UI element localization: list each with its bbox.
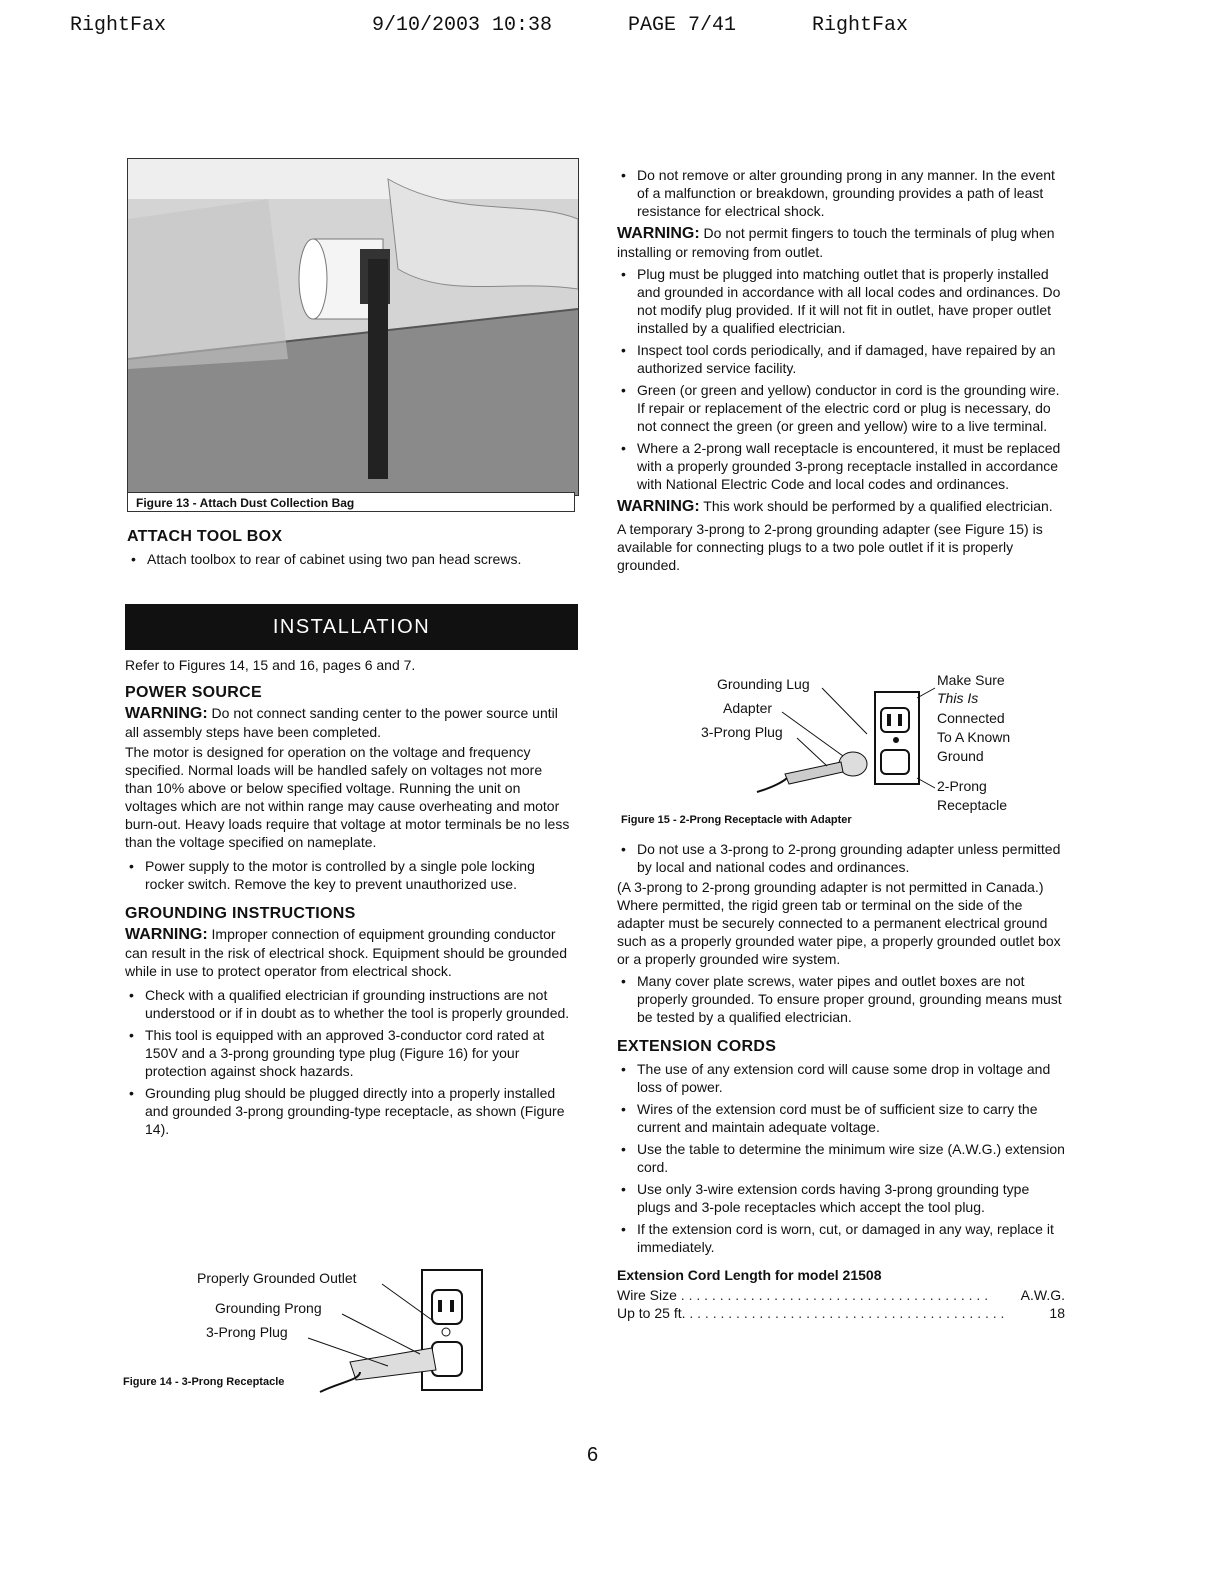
extension-bullet-1: • The use of any extension cord will cause some drop in voltage and loss of power. — [617, 1060, 1065, 1096]
warning-label: WARNING: — [617, 225, 700, 242]
label-receptacle: Receptacle — [937, 797, 1008, 813]
label-to-a-known: To A Known — [937, 729, 1011, 745]
power-source-heading: POWER SOURCE — [125, 684, 262, 701]
extension-table-row — [617, 1304, 1065, 1322]
label-grounding-lug: Grounding Lug — [717, 676, 810, 692]
warning-text: Improper connection of equipment grounding conductor can result in the risk of electrical shock. Equipment should be grounded while in use to protect operator from electrical shock. — [125, 926, 568, 979]
extension-bullet-2: • Wires of the extension cord must be of sufficient size to carry the current and maintain adequate voltage. — [617, 1100, 1065, 1136]
extension-table-title: Extension Cord Length for model 21508 — [617, 1267, 882, 1283]
label-connected: Connected — [937, 710, 1005, 726]
attach-tool-box-bullet: • Attach toolbox to rear of cabinet using two pan head screws. — [127, 550, 577, 568]
warning-text: Do not permit fingers to touch the terminals of plug when installing or removing from outlet. — [617, 225, 1055, 260]
left-column — [125, 656, 573, 1138]
label-grounding-prong: Grounding Prong — [215, 1300, 322, 1316]
grounding-prong-bullet: • Do not remove or alter grounding prong in any manner. In the event of a malfunction or breakdown, grounding provides a path of least resistance for electrical shock. — [617, 166, 1065, 220]
dot-leader: . . . . . . . . . . . . . . . . . . . . . . . . . . . . . . . . . . . . . . . . . — [685, 1305, 1005, 1321]
row-label: Wire Size — [617, 1287, 677, 1303]
label-make-sure: Make Sure — [937, 672, 1005, 688]
fax-app: RightFax — [812, 14, 909, 37]
extension-bullet-4: • Use only 3-wire extension cords having 3-prong grounding type plugs and 3-pole receptacles which accept the tool plug. — [617, 1180, 1065, 1216]
plug-bullet-4: • Where a 2-prong wall receptacle is encountered, it must be replaced with a properly grounded 3-prong receptacle installed in accordance with National Electric Code and local codes and ordinances. — [617, 439, 1065, 493]
plug-bullet-2: • Inspect tool cords periodically, and if damaged, have repaired by an authorized service facility. — [617, 341, 1065, 377]
label-adapter: Adapter — [723, 700, 773, 716]
warning-label: WARNING: — [617, 498, 700, 515]
dot-leader: . . . . . . . . . . . . . . . . . . . . . . . . . . . . . . . . . . . . . . . . — [676, 1287, 989, 1303]
attach-tool-box-section — [127, 528, 577, 568]
warning-label: WARNING: — [125, 705, 208, 722]
installation-banner: INSTALLATION — [125, 604, 578, 650]
right-column-lower — [617, 840, 1065, 1322]
grounding-heading: GROUNDING INSTRUCTIONS — [125, 905, 356, 922]
warning-label: WARNING: — [125, 926, 208, 943]
right-column — [617, 166, 1065, 574]
label-properly-grounded-outlet: Properly Grounded Outlet — [197, 1270, 357, 1286]
extension-bullet-5: • If the extension cord is worn, cut, or damaged in any way, replace it immediately. — [617, 1220, 1065, 1256]
fax-datetime: 9/10/2003 10:38 — [372, 14, 553, 37]
label-this-is: This Is — [937, 690, 979, 706]
warning-text: Do not connect sanding center to the power source until all assembly steps have been completed. — [125, 705, 558, 740]
canada-text: (A 3-prong to 2-prong grounding adapter is not permitted in Canada.) Where permitted, the rigid green tab or terminal on the side of the adapter must be securely connected to a permanent electrical ground such as a properly grounded water pipe, a properly grounded outlet box or a properly grounded wire system. — [617, 879, 1061, 967]
fax-sender: RightFax — [70, 14, 167, 37]
grounding-bullet-2: • This tool is equipped with an approved 3-conductor cord rated at 150V and a 3-prong grounding type plug (Figure 16) for your protection against shock hazards. — [125, 1026, 573, 1080]
plug-bullet-3: • Green (or green and yellow) conductor in cord is the grounding wire. If repair or replacement of the electric cord or plug is necessary, do not connect the green (or green and yellow) wire to a live terminal. — [617, 381, 1065, 435]
figure-14-caption: Figure 14 - 3-Prong Receptacle — [123, 1376, 285, 1388]
electrician-warning — [617, 497, 1065, 516]
figure-13-caption: Figure 13 - Attach Dust Collection Bag — [127, 492, 575, 512]
dust-collection-photo — [127, 158, 579, 496]
figure-14 — [120, 1262, 500, 1402]
refer-text: Refer to Figures 14, 15 and 16, pages 6 and 7. — [125, 657, 416, 673]
fax-page: PAGE 7/41 — [628, 14, 737, 37]
warning-text: This work should be performed by a qualified electrician. — [699, 498, 1053, 514]
figure-15-caption: Figure 15 - 2-Prong Receptacle with Adapter — [621, 814, 852, 826]
extension-table-row — [617, 1286, 1065, 1304]
cover-plate-bullet: • Many cover plate screws, water pipes and outlet boxes are not properly grounded. To ensure proper ground, grounding means must be tested by a qualified electrician. — [617, 972, 1065, 1026]
label-2-prong: 2-Prong — [937, 778, 987, 794]
page-number: 6 — [587, 1444, 599, 1466]
label-3-prong-plug: 3-Prong Plug — [701, 724, 783, 740]
attach-tool-box-heading: ATTACH TOOL BOX — [127, 528, 283, 545]
extension-cords-heading: EXTENSION CORDS — [617, 1038, 777, 1055]
power-source-bullet: • Power supply to the motor is controlled by a single pole locking rocker switch. Remove the key to prevent unauthorized use. — [125, 857, 573, 893]
power-source-warning — [125, 704, 573, 741]
fingers-warning — [617, 224, 1065, 261]
row-label: Up to 25 ft. — [617, 1305, 686, 1321]
grounding-bullet-1: • Check with a qualified electrician if grounding instructions are not understood or if in doubt as to whether the tool is properly grounded. — [125, 986, 573, 1022]
grounding-bullet-3: • Grounding plug should be plugged directly into a properly installed and grounded 3-prong grounding-type receptacle, as shown (Figure 14). — [125, 1084, 573, 1138]
figure-15 — [617, 668, 1065, 830]
grounding-warning — [125, 925, 573, 980]
adapter-bullet: • Do not use a 3-prong to 2-prong grounding adapter unless permitted by local and national codes and ordinances. — [617, 840, 1065, 876]
row-value: A.W.G. — [1020, 1287, 1065, 1303]
fax-header — [70, 14, 1070, 44]
label-ground: Ground — [937, 748, 984, 764]
extension-bullet-3: • Use the table to determine the minimum wire size (A.W.G.) extension cord. — [617, 1140, 1065, 1176]
power-source-body: The motor is designed for operation on the voltage and frequency specified. Normal loads will be handled safely on voltages not more than 10% above or below specified voltage. Running the unit on voltages which are not within range may cause overheating and motor burn-out. Heavy loads require that voltage at motor terminals be no less than the voltage specified on nameplate. — [125, 744, 570, 850]
adapter-text: A temporary 3-prong to 2-prong grounding adapter (see Figure 15) is available for connecting plugs to a two pole outlet if it is properly grounded. — [617, 521, 1043, 573]
figure-13 — [127, 158, 577, 514]
label-3-prong-plug: 3-Prong Plug — [206, 1324, 288, 1340]
row-value: 18 — [1049, 1305, 1065, 1321]
plug-bullet-1: • Plug must be plugged into matching outlet that is properly installed and grounded in accordance with all local codes and ordinances. Do not modify plug provided. If it will not fit in outlet, have proper outlet installed by a qualified electrician. — [617, 265, 1065, 337]
